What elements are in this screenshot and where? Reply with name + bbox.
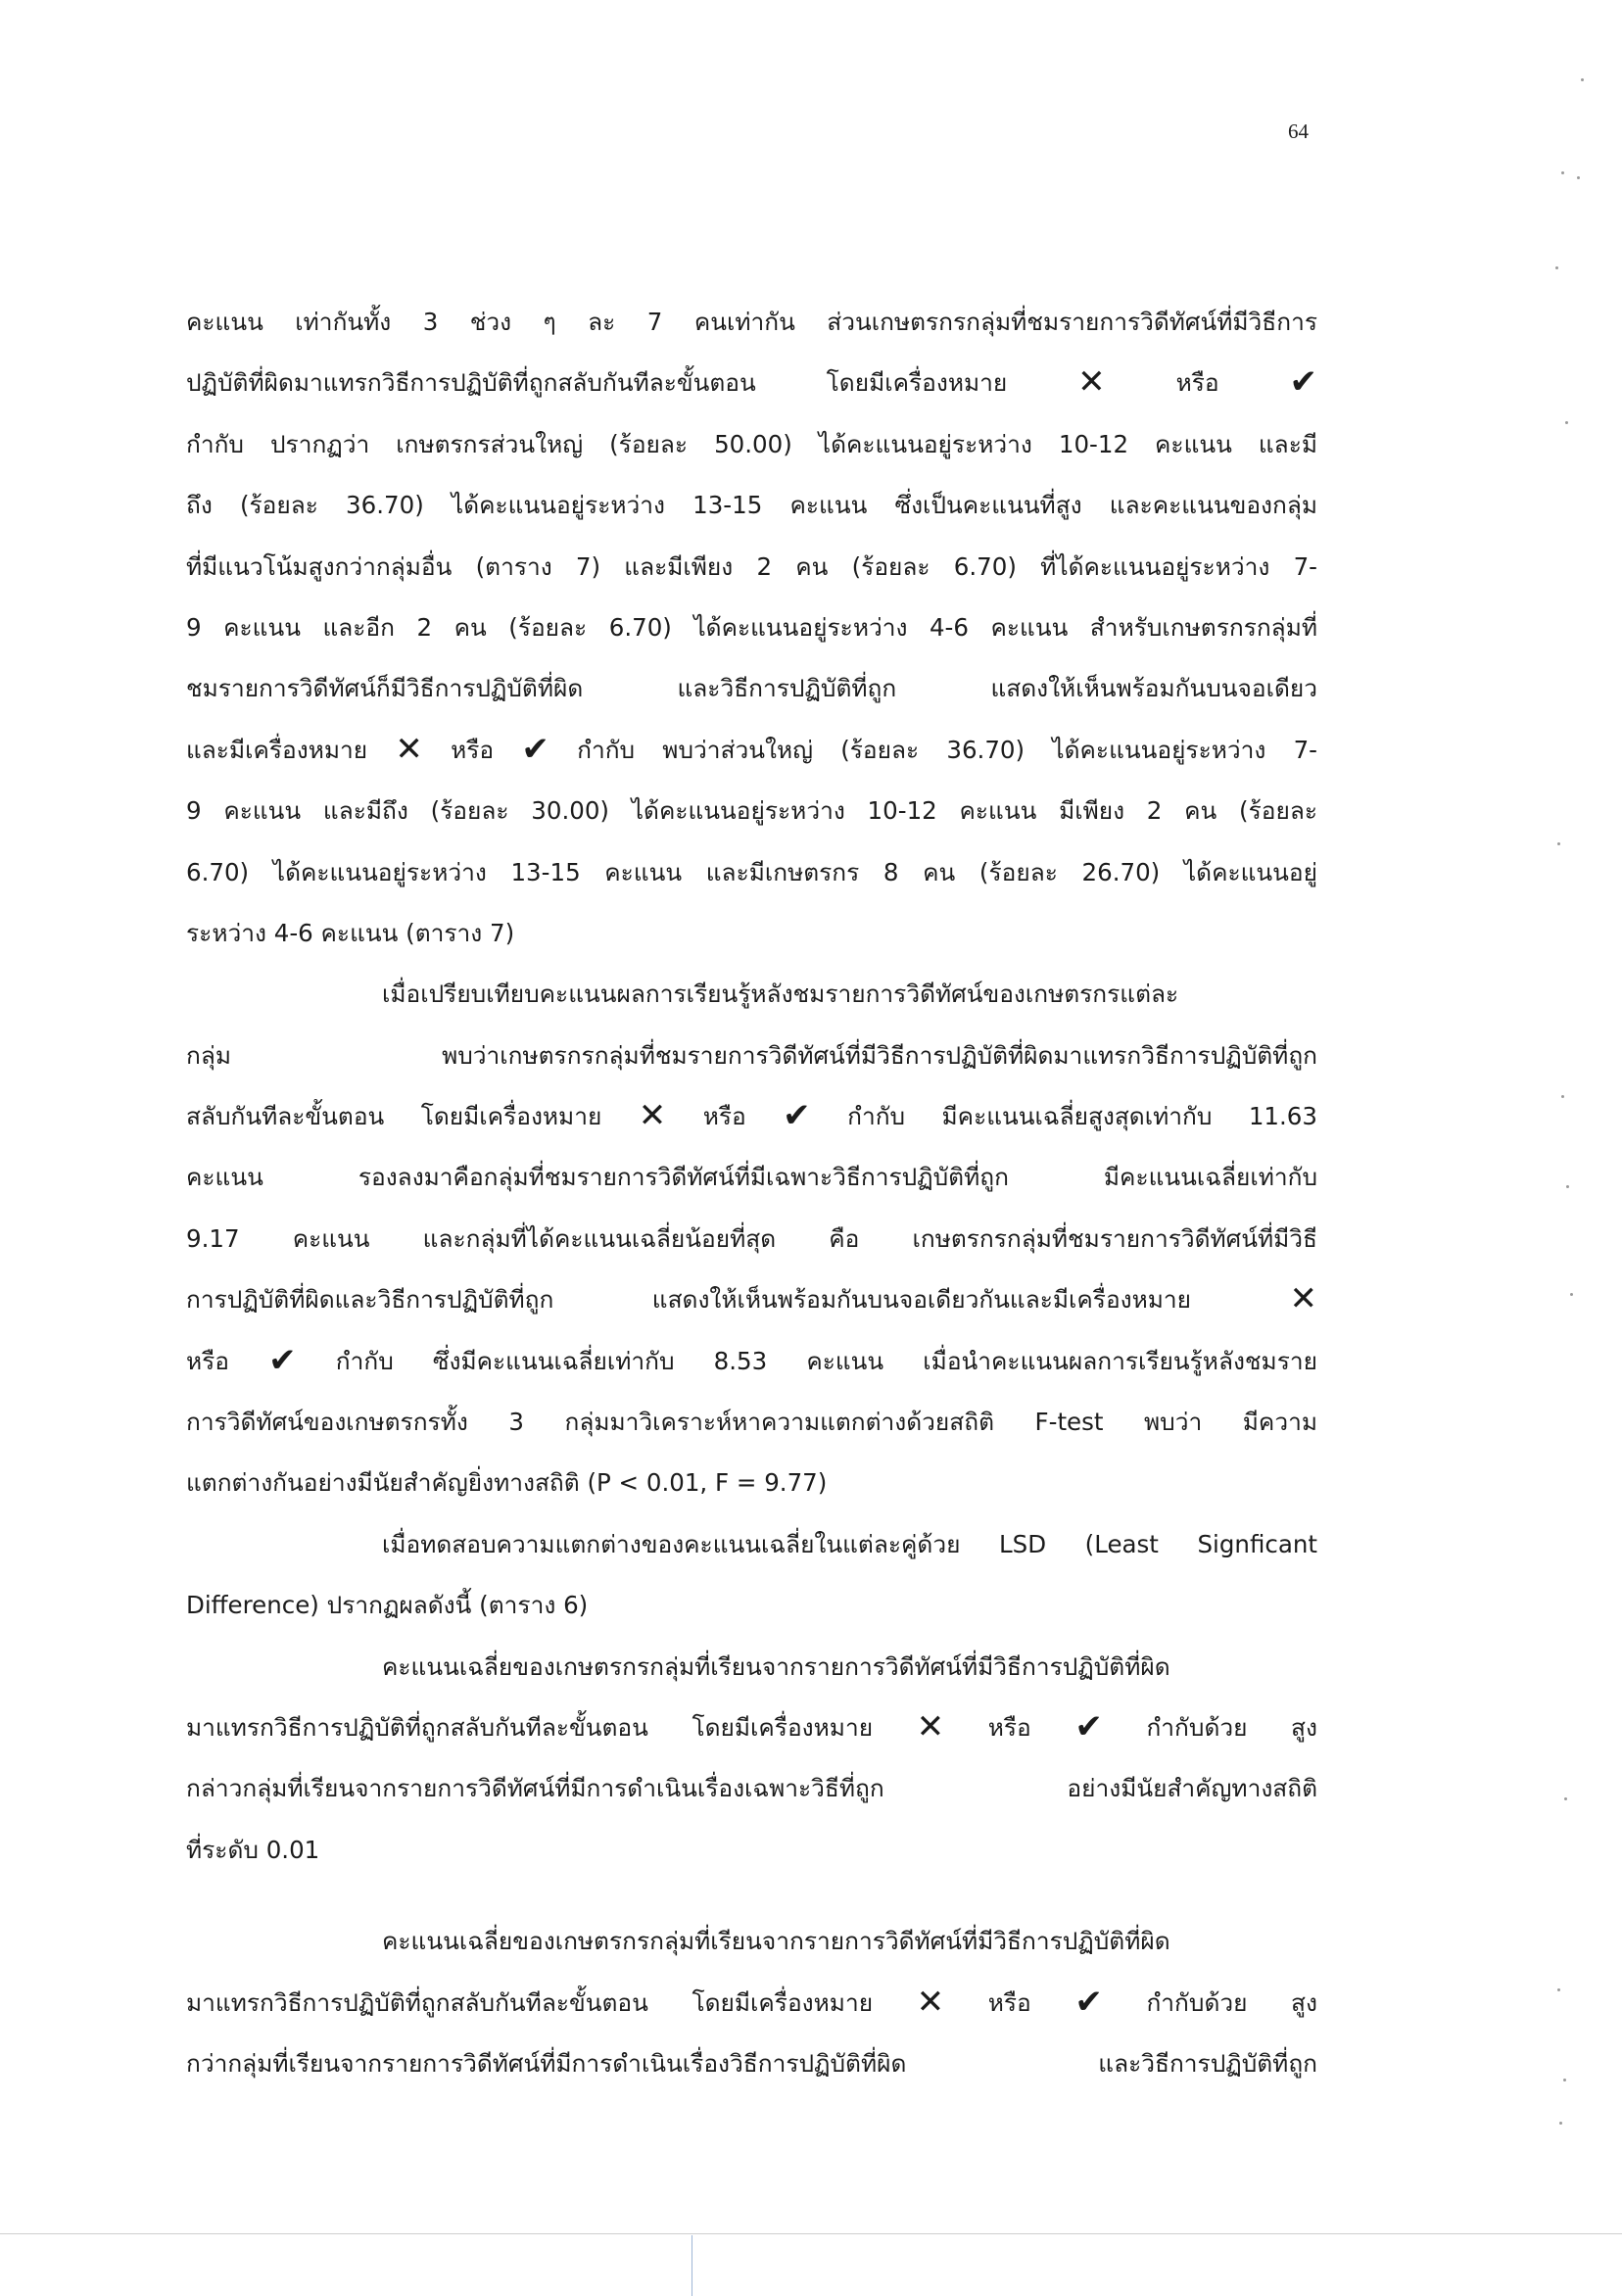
paragraph-2 <box>186 964 1317 1514</box>
line-text: กำกับ ปรากฏว่า เกษตรกรส่วนใหญ่ (ร้อยละ 50.00) ได้คะแนนอยู่ระหว่าง 10-12 คะแนน และมี <box>186 429 1317 458</box>
line-text: คะแนน เท่ากันทั้ง 3 ช่วง ๆ ละ 7 คนเท่ากัน ส่วนเกษตรกรกลุ่มที่ชมรายการวิดีทัศน์ที่มีวิธีการ <box>186 308 1317 336</box>
line-text: 6.70) ได้คะแนนอยู่ระหว่าง 13-15 คะแนน และมีเกษตรกร 8 คน (ร้อยละ 26.70) ได้คะแนนอยู่ <box>186 857 1317 886</box>
line-text: ที่ระดับ 0.01 <box>186 1835 320 1864</box>
text-line <box>186 1820 1317 1881</box>
text-line <box>186 964 1317 1025</box>
check-mark-icon: ✔ <box>521 729 549 769</box>
text-line <box>186 598 1317 658</box>
line-text: มาแทรกวิธีการปฏิบัติที่ถูกสลับกันทีละขั้นตอน โดยมีเครื่องหมาย <box>186 1987 874 2017</box>
line-text: คะแนนเฉลี่ยของเกษตรกรกลุ่มที่เรียนจากรายการวิดีทัศน์ที่มีวิธีการปฏิบัติที่ผิด <box>382 1651 1170 1681</box>
text-line <box>186 781 1317 841</box>
line-text: มาแทรกวิธีการปฏิบัติที่ถูกสลับกันทีละขั้นตอน โดยมีเครื่องหมาย <box>186 1712 874 1742</box>
line-text: กำกับด้วย สูง <box>1146 1712 1317 1742</box>
text-line <box>186 353 1317 413</box>
line-text: เมื่อทดสอบความแตกต่างของคะแนนเฉลี่ยในแต่ละคู่ด้วย LSD (Least Signficant <box>382 1529 1317 1558</box>
check-mark-icon: ✔ <box>1289 362 1317 403</box>
cross-mark-icon: ✕ <box>638 1096 667 1136</box>
text-line <box>186 1086 1317 1147</box>
text-line <box>186 1575 1317 1636</box>
scan-speck <box>1561 171 1564 174</box>
line-text: กลุ่ม พบว่าเกษตรกรกลุ่มที่ชมรายการวิดีทัศน์ที่มีวิธีการปฏิบัติที่ผิดมาแทรกวิธีการปฏิบัติที่ถูก <box>186 1040 1317 1070</box>
line-text: การวิดีทัศน์ของเกษตรกรทั้ง 3 กลุ่มมาวิเคราะห์หาความแตกต่างด้วยสถิติ F-test พบว่า มีความ <box>186 1408 1317 1437</box>
line-text: 9.17 คะแนน และกลุ่มที่ได้คะแนนเฉลี่ยน้อยที่สุด คือ เกษตรกรกลุ่มที่ชมรายการวิดีทัศน์ที่มีวิธี <box>186 1223 1317 1253</box>
line-text: กำกับ พบว่าส่วนใหญ่ (ร้อยละ 36.70) ได้คะแนนอยู่ระหว่าง 7- <box>577 735 1317 764</box>
line-text: กำกับ ซึ่งมีคะแนนเฉลี่ยเท่ากับ 8.53 คะแนน เมื่อนำคะแนนผลการเรียนรู้หลังชมราย <box>335 1346 1317 1375</box>
text-line <box>186 1514 1317 1575</box>
paragraph-3 <box>186 1514 1317 1637</box>
text-line <box>186 658 1317 719</box>
scan-speck <box>1557 842 1560 845</box>
text-line <box>186 2033 1317 2094</box>
scan-speck <box>1566 1185 1569 1188</box>
check-mark-icon: ✔ <box>783 1096 811 1136</box>
scan-speck <box>1565 421 1568 424</box>
text-line <box>186 903 1317 964</box>
line-text: ที่มีแนวโน้มสูงกว่ากลุ่มอื่น (ตาราง 7) และมีเพียง 2 คน (ร้อยละ 6.70) ที่ได้คะแนนอยู่ระหว่าง 7- <box>186 551 1317 581</box>
paragraph-1 <box>186 292 1317 964</box>
line-text: ปฏิบัติที่ผิดมาแทรกวิธีการปฏิบัติที่ถูกสลับกันทีละขั้นตอน โดยมีเครื่องหมาย <box>186 368 1008 398</box>
text-line <box>186 292 1317 353</box>
scan-speck <box>1559 2122 1562 2125</box>
line-text: กำกับ มีคะแนนเฉลี่ยสูงสุดเท่ากับ 11.63 <box>847 1102 1317 1131</box>
text-line <box>186 475 1317 536</box>
scan-speck <box>1561 1095 1564 1098</box>
text-line <box>186 1453 1317 1513</box>
text-line <box>186 1269 1317 1330</box>
text-line <box>186 1331 1317 1392</box>
line-text: 9 คะแนน และอีก 2 คน (ร้อยละ 6.70) ได้คะแนนอยู่ระหว่าง 4-6 คะแนน สำหรับเกษตรกรกลุ่มที่ <box>186 612 1317 642</box>
line-text: แตกต่างกันอย่างมีนัยสำคัญยิ่งทางสถิติ (P < 0.01, F = 9.77) <box>186 1468 828 1498</box>
cross-mark-icon: ✕ <box>1077 362 1106 403</box>
line-text: หรือ <box>987 1712 1031 1742</box>
text-line <box>186 1026 1317 1086</box>
line-text: การปฏิบัติที่ผิดและวิธีการปฏิบัติที่ถูก แสดงให้เห็นพร้อมกันบนจอเดียวกันและมีเครื่องหมาย <box>186 1285 1192 1315</box>
line-text: ชมรายการวิดีทัศน์ก็มีวิธีการปฏิบัติที่ผิด และวิธีการปฏิบัติที่ถูก แสดงให้เห็นพร้อมกันบนจอเดียว <box>186 674 1317 703</box>
paragraph-5 <box>186 1911 1317 2094</box>
text-line <box>186 842 1317 903</box>
text-line <box>186 1637 1317 1698</box>
check-mark-icon: ✔ <box>1074 1706 1103 1746</box>
text-line <box>186 1209 1317 1269</box>
body-text <box>186 292 1317 2094</box>
text-line <box>186 1147 1317 1208</box>
line-text: 9 คะแนน และมีถึง (ร้อยละ 30.00) ได้คะแนนอยู่ระหว่าง 10-12 คะแนน มีเพียง 2 คน (ร้อยละ <box>186 796 1317 826</box>
line-text: หรือ <box>1175 368 1219 398</box>
line-text: กล่าวกลุ่มที่เรียนจากรายการวิดีทัศน์ที่มีการดำเนินเรื่องเฉพาะวิธีที่ถูก อย่างมีนัยสำคัญทางสถิติ <box>186 1774 1317 1803</box>
line-text: กำกับด้วย สูง <box>1146 1987 1317 2017</box>
text-line <box>186 1973 1317 2033</box>
line-text: Difference) ปรากฏผลดังนี้ (ตาราง 6) <box>186 1591 589 1620</box>
cross-mark-icon: ✕ <box>916 1706 945 1746</box>
scan-speck <box>1563 2079 1566 2081</box>
scan-speck <box>1581 78 1584 81</box>
text-line <box>186 1392 1317 1453</box>
page-number: 64 <box>1288 120 1309 143</box>
line-text: หรือ <box>702 1102 746 1131</box>
line-text: หรือ <box>186 1346 230 1375</box>
line-text: ระหว่าง 4-6 คะแนน (ตาราง 7) <box>186 918 515 947</box>
line-text: กว่ากลุ่มที่เรียนจากรายการวิดีทัศน์ที่มีการดำเนินเรื่องวิธีการปฏิบัติที่ผิด และวิธีการปฏิบัติที่ถูก <box>186 2048 1317 2078</box>
text-line <box>186 414 1317 475</box>
check-mark-icon: ✔ <box>268 1340 297 1380</box>
text-line <box>186 1698 1317 1758</box>
scan-speck <box>1577 176 1580 179</box>
scan-speck <box>1570 1293 1573 1296</box>
cross-mark-icon: ✕ <box>1289 1279 1317 1319</box>
text-line <box>186 1911 1317 1972</box>
line-text: และมีเครื่องหมาย <box>186 735 368 764</box>
line-text: หรือ <box>451 735 495 764</box>
text-line <box>186 537 1317 598</box>
check-mark-icon: ✔ <box>1074 1982 1103 2022</box>
line-text: หรือ <box>987 1987 1031 2017</box>
line-text: คะแนน รองลงมาคือกลุ่มที่ชมรายการวิดีทัศน์ที่มีเฉพาะวิธีการปฏิบัติที่ถูก มีคะแนนเฉลี่ยเท่ากับ <box>186 1163 1317 1192</box>
scan-speck <box>1555 266 1558 269</box>
cross-mark-icon: ✕ <box>916 1982 945 2022</box>
line-text: สลับกันทีละขั้นตอน โดยมีเครื่องหมาย <box>186 1102 602 1131</box>
line-text: คะแนนเฉลี่ยของเกษตรกรกลุ่มที่เรียนจากรายการวิดีทัศน์ที่มีวิธีการปฏิบัติที่ผิด <box>382 1927 1170 1956</box>
text-line <box>186 720 1317 781</box>
text-line <box>186 1758 1317 1819</box>
scan-speck <box>1557 1988 1560 1991</box>
scan-edge-line <box>0 2233 1622 2234</box>
cross-mark-icon: ✕ <box>395 729 423 769</box>
paragraph-4 <box>186 1637 1317 1882</box>
scan-speck <box>1564 1797 1567 1800</box>
line-text: เมื่อเปรียบเทียบคะแนนผลการเรียนรู้หลังชมรายการวิดีทัศน์ของเกษตรกรแต่ละ <box>382 980 1179 1009</box>
line-text: ถึง (ร้อยละ 36.70) ได้คะแนนอยู่ระหว่าง 13-15 คะแนน ซึ่งเป็นคะแนนที่สูง และคะแนนของกลุ่ม <box>186 491 1317 520</box>
